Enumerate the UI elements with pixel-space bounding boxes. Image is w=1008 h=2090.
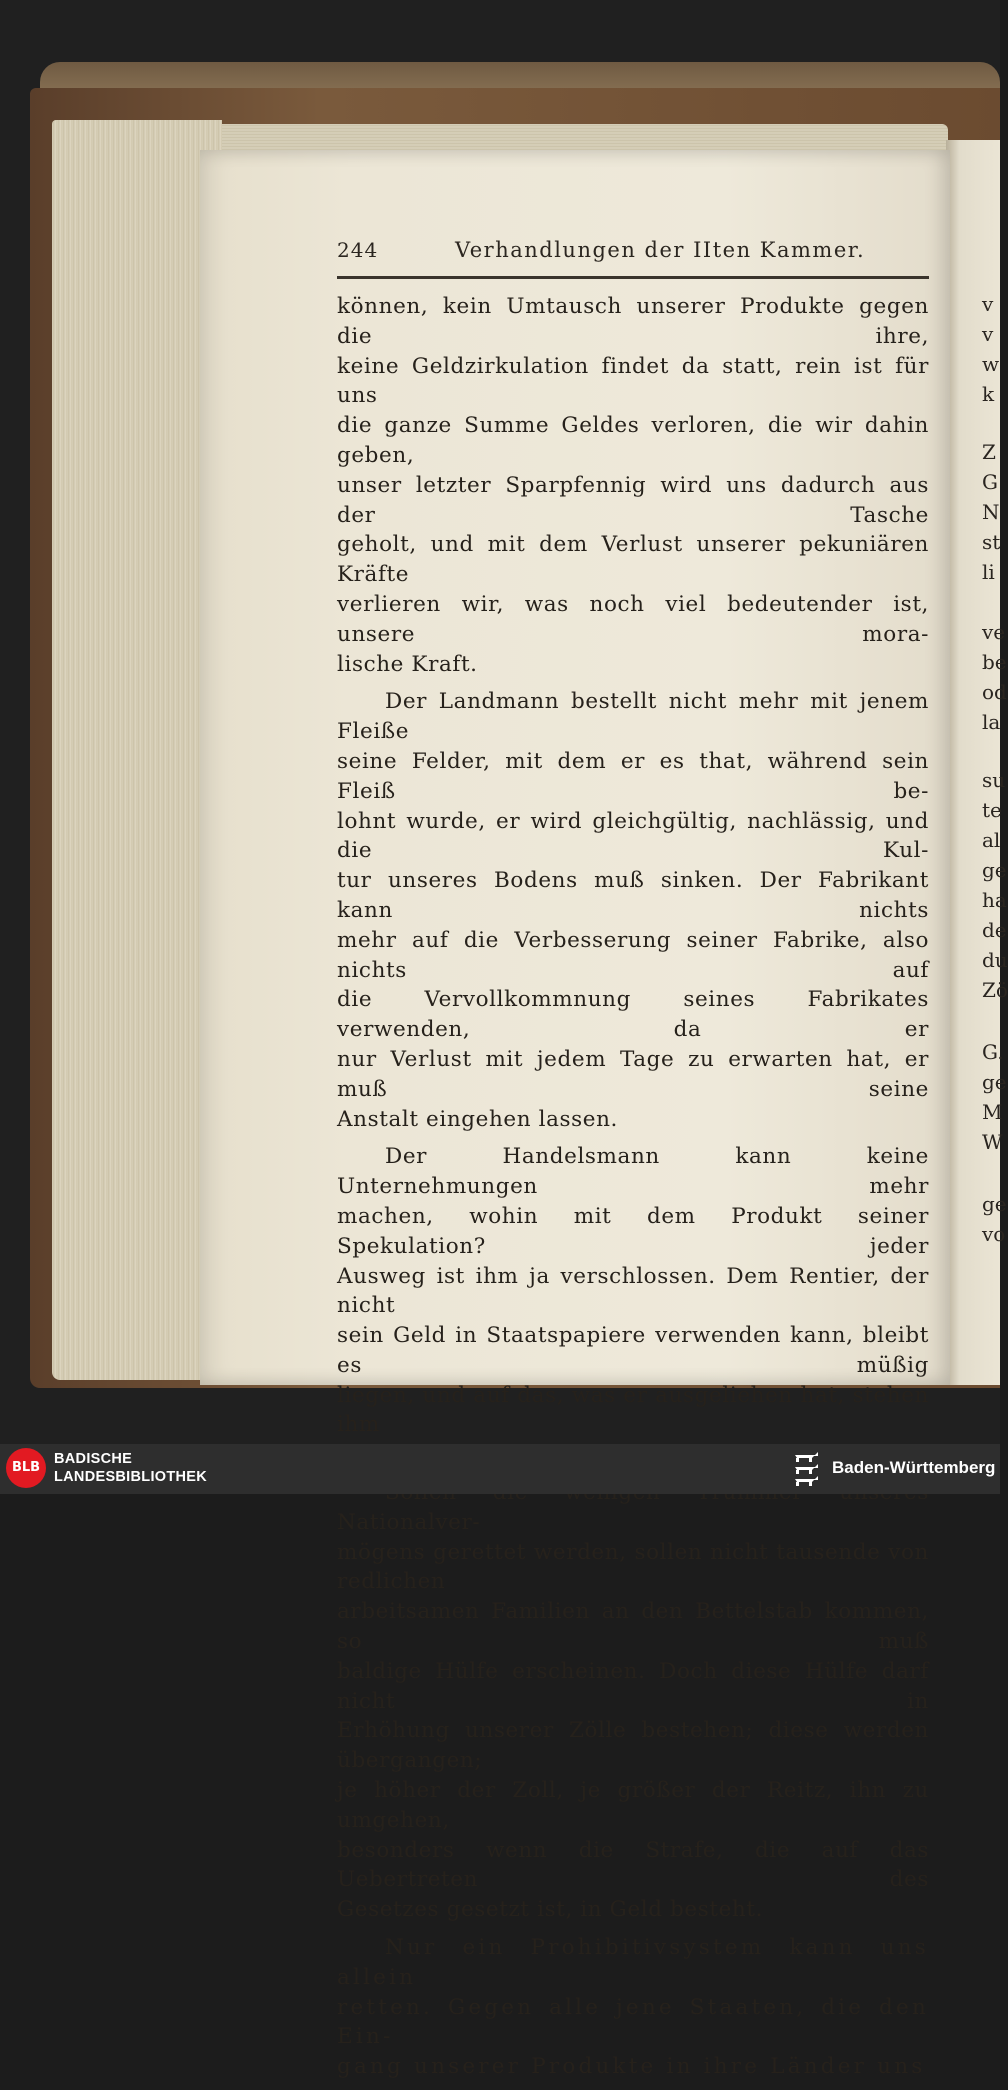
- facing-page-fragment: su: [982, 768, 1006, 792]
- text-line: Nur ein Prohibitivsystem kann uns allein: [337, 1935, 929, 1990]
- lions-coat-of-arms-icon: [792, 1450, 822, 1488]
- text-line: seine Felder, mit dem er es that, während sein Fleiß be-: [337, 748, 929, 804]
- facing-page-fragment: ge: [982, 858, 1007, 882]
- text-line: Nationalver-: [337, 1509, 481, 1535]
- paragraph: [337, 1933, 929, 2082]
- facing-page-fragment: te: [982, 798, 1002, 822]
- facing-page-fragment: ge: [982, 1070, 1007, 1094]
- facing-page-fragment: ha: [982, 888, 1007, 912]
- text-line: die Vervollkommnung seines Fabrikates verwenden, da er: [337, 987, 929, 1043]
- facing-page-fragment: k: [982, 382, 995, 406]
- facing-page-fragment: w: [982, 352, 1000, 376]
- facing-page-fragment: li: [982, 560, 995, 584]
- library-name-line-2: LANDESBIBLIOTHEK: [54, 1469, 208, 1485]
- page-block-side-edge: [52, 120, 222, 1380]
- text-line: die ganze Summe Geldes verloren, die wir dahin geben,: [337, 413, 929, 468]
- body-text: [337, 292, 929, 2090]
- text-line: je höher der Zoll, je größer der Reitz, ihn zu umgehen,: [337, 1778, 929, 1833]
- text-line: unser letzter Sparpfennig wird uns dadurch aus der Tasche: [337, 472, 929, 528]
- facing-page-fragment: N: [982, 500, 1000, 524]
- text-line: retten. Gegen alle jene Staaten, die den Ein-: [337, 1994, 929, 2050]
- text-line: verlieren wir, was noch viel bedeutender ist, unsere mora-: [337, 591, 929, 647]
- text-line: können, kein Umtausch unserer Produkte gegen die ihre,: [337, 294, 929, 349]
- facing-page-fragment: G: [982, 470, 998, 494]
- text-line: machen, wohin mit dem Produkt seiner Spekulation? jeder: [337, 1203, 929, 1259]
- facing-page-fragment: v: [982, 322, 994, 346]
- facing-page-fragment: G.: [982, 1040, 1004, 1064]
- facing-page-fragment: st: [982, 530, 1001, 554]
- text-line: baldige Hülfe erscheinen. Doch diese Hülfe darf nicht in: [337, 1658, 929, 1714]
- paragraph: [337, 1478, 929, 1925]
- text-line: Ausweg ist ihm ja verschlossen. Dem Rentier, der nicht: [337, 1263, 929, 1319]
- facing-page-fragment: de: [982, 918, 1007, 942]
- text-line: Der Landmann bestellt nicht mehr mit jenem Fleiße: [337, 689, 929, 745]
- facing-page-fragment: W: [982, 1130, 1003, 1154]
- page-header: [337, 238, 927, 268]
- facing-page-fragment: v: [982, 292, 994, 316]
- facing-page-fragment: ve: [982, 620, 1006, 644]
- facing-page-fragment: Z: [982, 440, 996, 464]
- facing-page-fragment: M: [982, 1100, 1003, 1124]
- facing-page-fragment: vo: [982, 1222, 1006, 1246]
- text-line: mögens gerettet werden, sollen nicht tausende von redlichen: [337, 1539, 929, 1595]
- running-head: Verhandlungen der IIten Kammer.: [455, 238, 866, 262]
- text-line: tur unseres Bodens muß sinken. Der Fabrikant kann nichts: [337, 868, 929, 923]
- facing-page-fragment: al: [982, 828, 1001, 852]
- text-line: lohnt wurde, er wird gleichgültig, nachlässig, und die Kul-: [337, 808, 929, 864]
- page-number: 244: [337, 238, 379, 262]
- footer-bar: [0, 1444, 1000, 1494]
- text-line: arbeitsamen Familien an den Bettelstab kommen, so muß: [337, 1599, 929, 1655]
- text-line: lische Kraft.: [337, 651, 478, 677]
- header-rule: [337, 276, 929, 279]
- facing-page-fragment: du: [982, 948, 1008, 972]
- text-line: liegen, und auf das, was er ausgeliehen hat, stehen ihm: [337, 1382, 929, 1438]
- state-name[interactable]: Baden-Württemberg: [832, 1458, 996, 1477]
- library-name-line-1: BADISCHE: [54, 1451, 133, 1467]
- library-name[interactable]: [54, 1450, 207, 1486]
- text-line: besonders wenn die Strafe, die auf das Uebertreten des: [337, 1837, 929, 1893]
- text-line: gang unserer Produkte in ihre Länder uns: [337, 2054, 926, 2080]
- facing-page-fragment: la: [982, 710, 1001, 734]
- text-line: keine Geldzirkulation findet da statt, rein ist für uns: [337, 353, 929, 409]
- text-line: geholt, und mit dem Verlust unserer pekuniären Kräfte: [337, 532, 929, 588]
- blb-logo[interactable]: BLB: [6, 1448, 46, 1488]
- facing-page-fragment: Zö: [982, 978, 1008, 1002]
- text-line: sein Geld in Staatspapiere verwenden kann, bleibt es müßig: [337, 1323, 929, 1378]
- facing-page-fragment: od: [982, 680, 1007, 704]
- text-line: Der Handelsmann kann keine Unternehmungen mehr: [337, 1144, 929, 1200]
- text-line: Erhöhung unserer Zölle bestehen; diese werden übergangen;: [337, 1718, 929, 1774]
- facing-page-fragment: ge: [982, 1192, 1007, 1216]
- facing-page-fragment: be: [982, 650, 1007, 674]
- text-line: nur Verlust mit jedem Tage zu erwarten hat, er muß seine: [337, 1046, 929, 1102]
- paragraph: [337, 687, 929, 1134]
- paragraph: [337, 1142, 929, 1470]
- text-line: Gesetzes gesetzt ist, in Geld besteht.: [337, 1897, 764, 1923]
- text-line: mehr auf die Verbesserung seiner Fabrike, also nichts auf: [337, 927, 929, 983]
- paragraph: [337, 292, 929, 679]
- text-line: Anstalt eingehen lassen.: [337, 1106, 618, 1132]
